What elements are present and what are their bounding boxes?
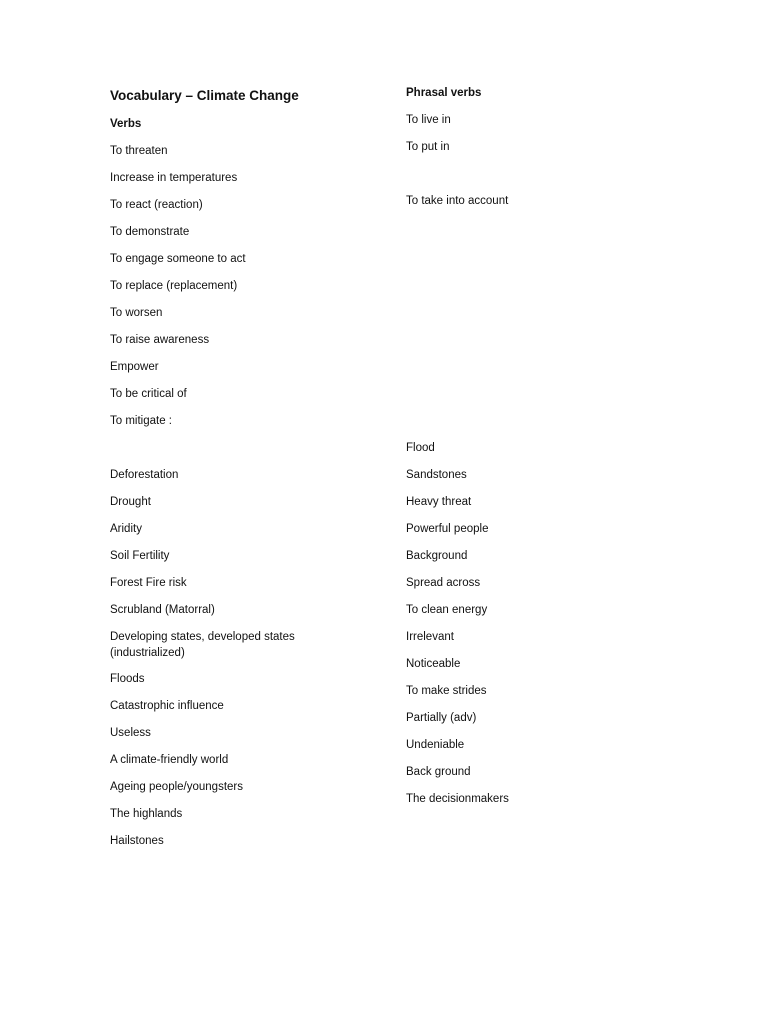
document-title: Vocabulary – Climate Change — [110, 88, 299, 103]
term-item: Noticeable — [406, 658, 461, 670]
noun-item: A climate-friendly world — [110, 754, 229, 766]
term-item: To make strides — [406, 685, 487, 697]
noun-item: Floods — [110, 673, 145, 685]
noun-item: Catastrophic influence — [110, 700, 224, 712]
verb-item: To mitigate : — [110, 415, 172, 427]
term-item: Powerful people — [406, 523, 489, 535]
phrasal-item: To put in — [406, 141, 450, 153]
verb-item: Empower — [110, 361, 159, 373]
verb-item: To threaten — [110, 145, 168, 157]
noun-item: Hailstones — [110, 835, 164, 847]
term-item: The decisionmakers — [406, 793, 509, 805]
noun-item: Aridity — [110, 523, 142, 535]
verb-item: To engage someone to act — [110, 253, 246, 265]
verbs-heading: Verbs — [110, 118, 142, 130]
noun-item: Ageing people/youngsters — [110, 781, 243, 793]
term-item: Back ground — [406, 766, 471, 778]
noun-item: Deforestation — [110, 469, 179, 481]
phrasal-verbs-heading: Phrasal verbs — [406, 87, 482, 99]
phrasal-item: To take into account — [406, 195, 509, 207]
term-item: Background — [406, 550, 468, 562]
verb-item: To worsen — [110, 307, 163, 319]
phrasal-item: To live in — [406, 114, 451, 126]
verb-item: To replace (replacement) — [110, 280, 238, 292]
verb-item: Increase in temperatures — [110, 172, 238, 184]
term-item: Sandstones — [406, 469, 467, 481]
term-item: Partially (adv) — [406, 712, 477, 724]
term-item: Undeniable — [406, 739, 465, 751]
noun-item: Forest Fire risk — [110, 577, 187, 589]
verb-item: To react (reaction) — [110, 199, 203, 211]
verb-item: To demonstrate — [110, 226, 190, 238]
noun-item: The highlands — [110, 808, 183, 820]
term-item: Irrelevant — [406, 631, 454, 643]
noun-item: Developing states, developed states (industrialized) — [110, 631, 295, 659]
term-item: Flood — [406, 442, 435, 454]
verb-item: To be critical of — [110, 388, 187, 400]
verb-item: To raise awareness — [110, 334, 210, 346]
term-item: Heavy threat — [406, 496, 472, 508]
noun-item: Soil Fertility — [110, 550, 170, 562]
term-item: To clean energy — [406, 604, 488, 616]
term-item: Spread across — [406, 577, 481, 589]
noun-item: Drought — [110, 496, 151, 508]
noun-item: Scrubland (Matorral) — [110, 604, 215, 616]
noun-item: Useless — [110, 727, 151, 739]
